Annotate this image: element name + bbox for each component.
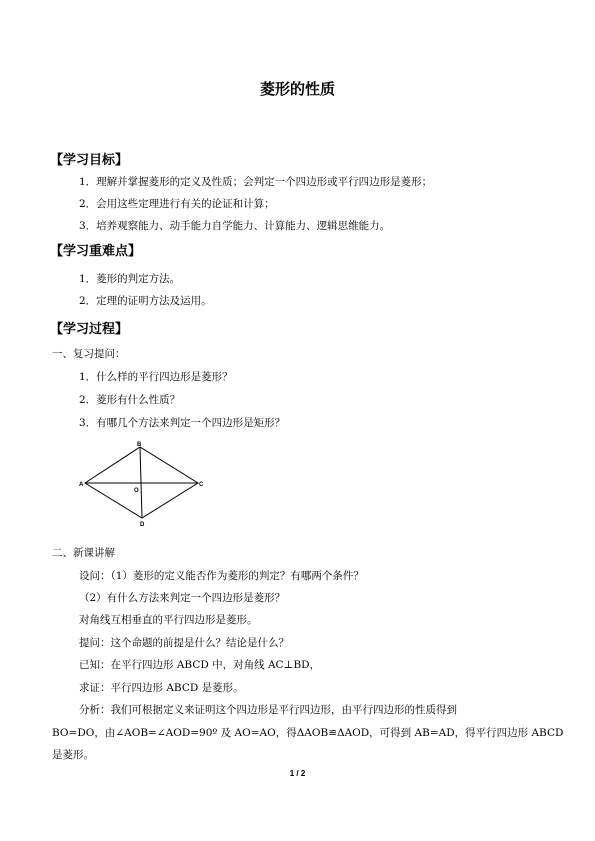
lesson-line-6: 求证：平行四边形 ABCD 是菱形。 [79,682,244,694]
lesson-line-7: 分析：我们可根据定义来证明这个四边形是平行四边形，由平行四边形的性质得到 [79,704,457,716]
lesson-line-8: BO=DO，由∠AOB=∠AOD=90º 及 AO=AO，得ΔAOB≌ΔAOD，可得到 AB=AD，得平行四边形 ABCD [52,727,564,739]
vertex-label-d: D [140,522,145,528]
new-lesson-heading: 二、新课讲解 [52,547,115,559]
section-heading-key-points: 【学习重难点】 [50,244,142,259]
page-title: 菱形的性质 [259,80,335,98]
key-point-item-2: 2．定理的证明方法及运用。 [79,295,212,307]
vertex-label-b: B [137,442,142,448]
goal-item-3: 3．培养观察能力、动手能力自学能力、计算能力、逻辑思维能力。 [79,220,391,232]
lesson-line-9: 是菱形。 [52,749,94,761]
section-heading-goals: 【学习目标】 [50,153,129,168]
goal-item-2: 2．会用这些定理进行有关的论证和计算； [79,198,275,210]
center-label-o: O [134,488,139,494]
review-item-2: 2．菱形有什么性质？ [79,394,181,406]
lesson-line-3: 对角线互相垂直的平行四边形是菱形。 [79,614,258,626]
key-point-item-1: 1．菱形的判定方法。 [79,273,181,285]
lesson-line-5: 已知：在平行四边形 ABCD 中，对角线 AC⊥BD， [79,659,321,671]
lesson-line-1: 设问：（1）菱形的定义能否作为菱形的判定？有哪两个条件？ [79,570,364,582]
lesson-line-2: （2）有什么方法来判定一个四边形是菱形？ [79,592,286,604]
section-heading-process: 【学习过程】 [50,322,129,337]
review-item-3: 3．有哪几个方法来判定一个四边形是矩形？ [79,417,286,429]
page-number: 1 / 2 [289,769,306,778]
review-item-1: 1．什么样的平行四边形是菱形？ [79,371,233,383]
vertex-label-c: C [199,482,204,488]
goal-item-1: 1．理解并掌握菱形的定义及性质；会判定一个四边形或平行四边形是菱形； [79,176,433,188]
rhombus-figure [76,436,211,528]
lesson-line-4: 提问：这个命题的前提是什么？结论是什么？ [79,637,289,649]
review-heading: 一、复习提问： [52,348,126,360]
rhombus-lines [85,447,198,518]
vertex-label-a: A [79,482,84,488]
